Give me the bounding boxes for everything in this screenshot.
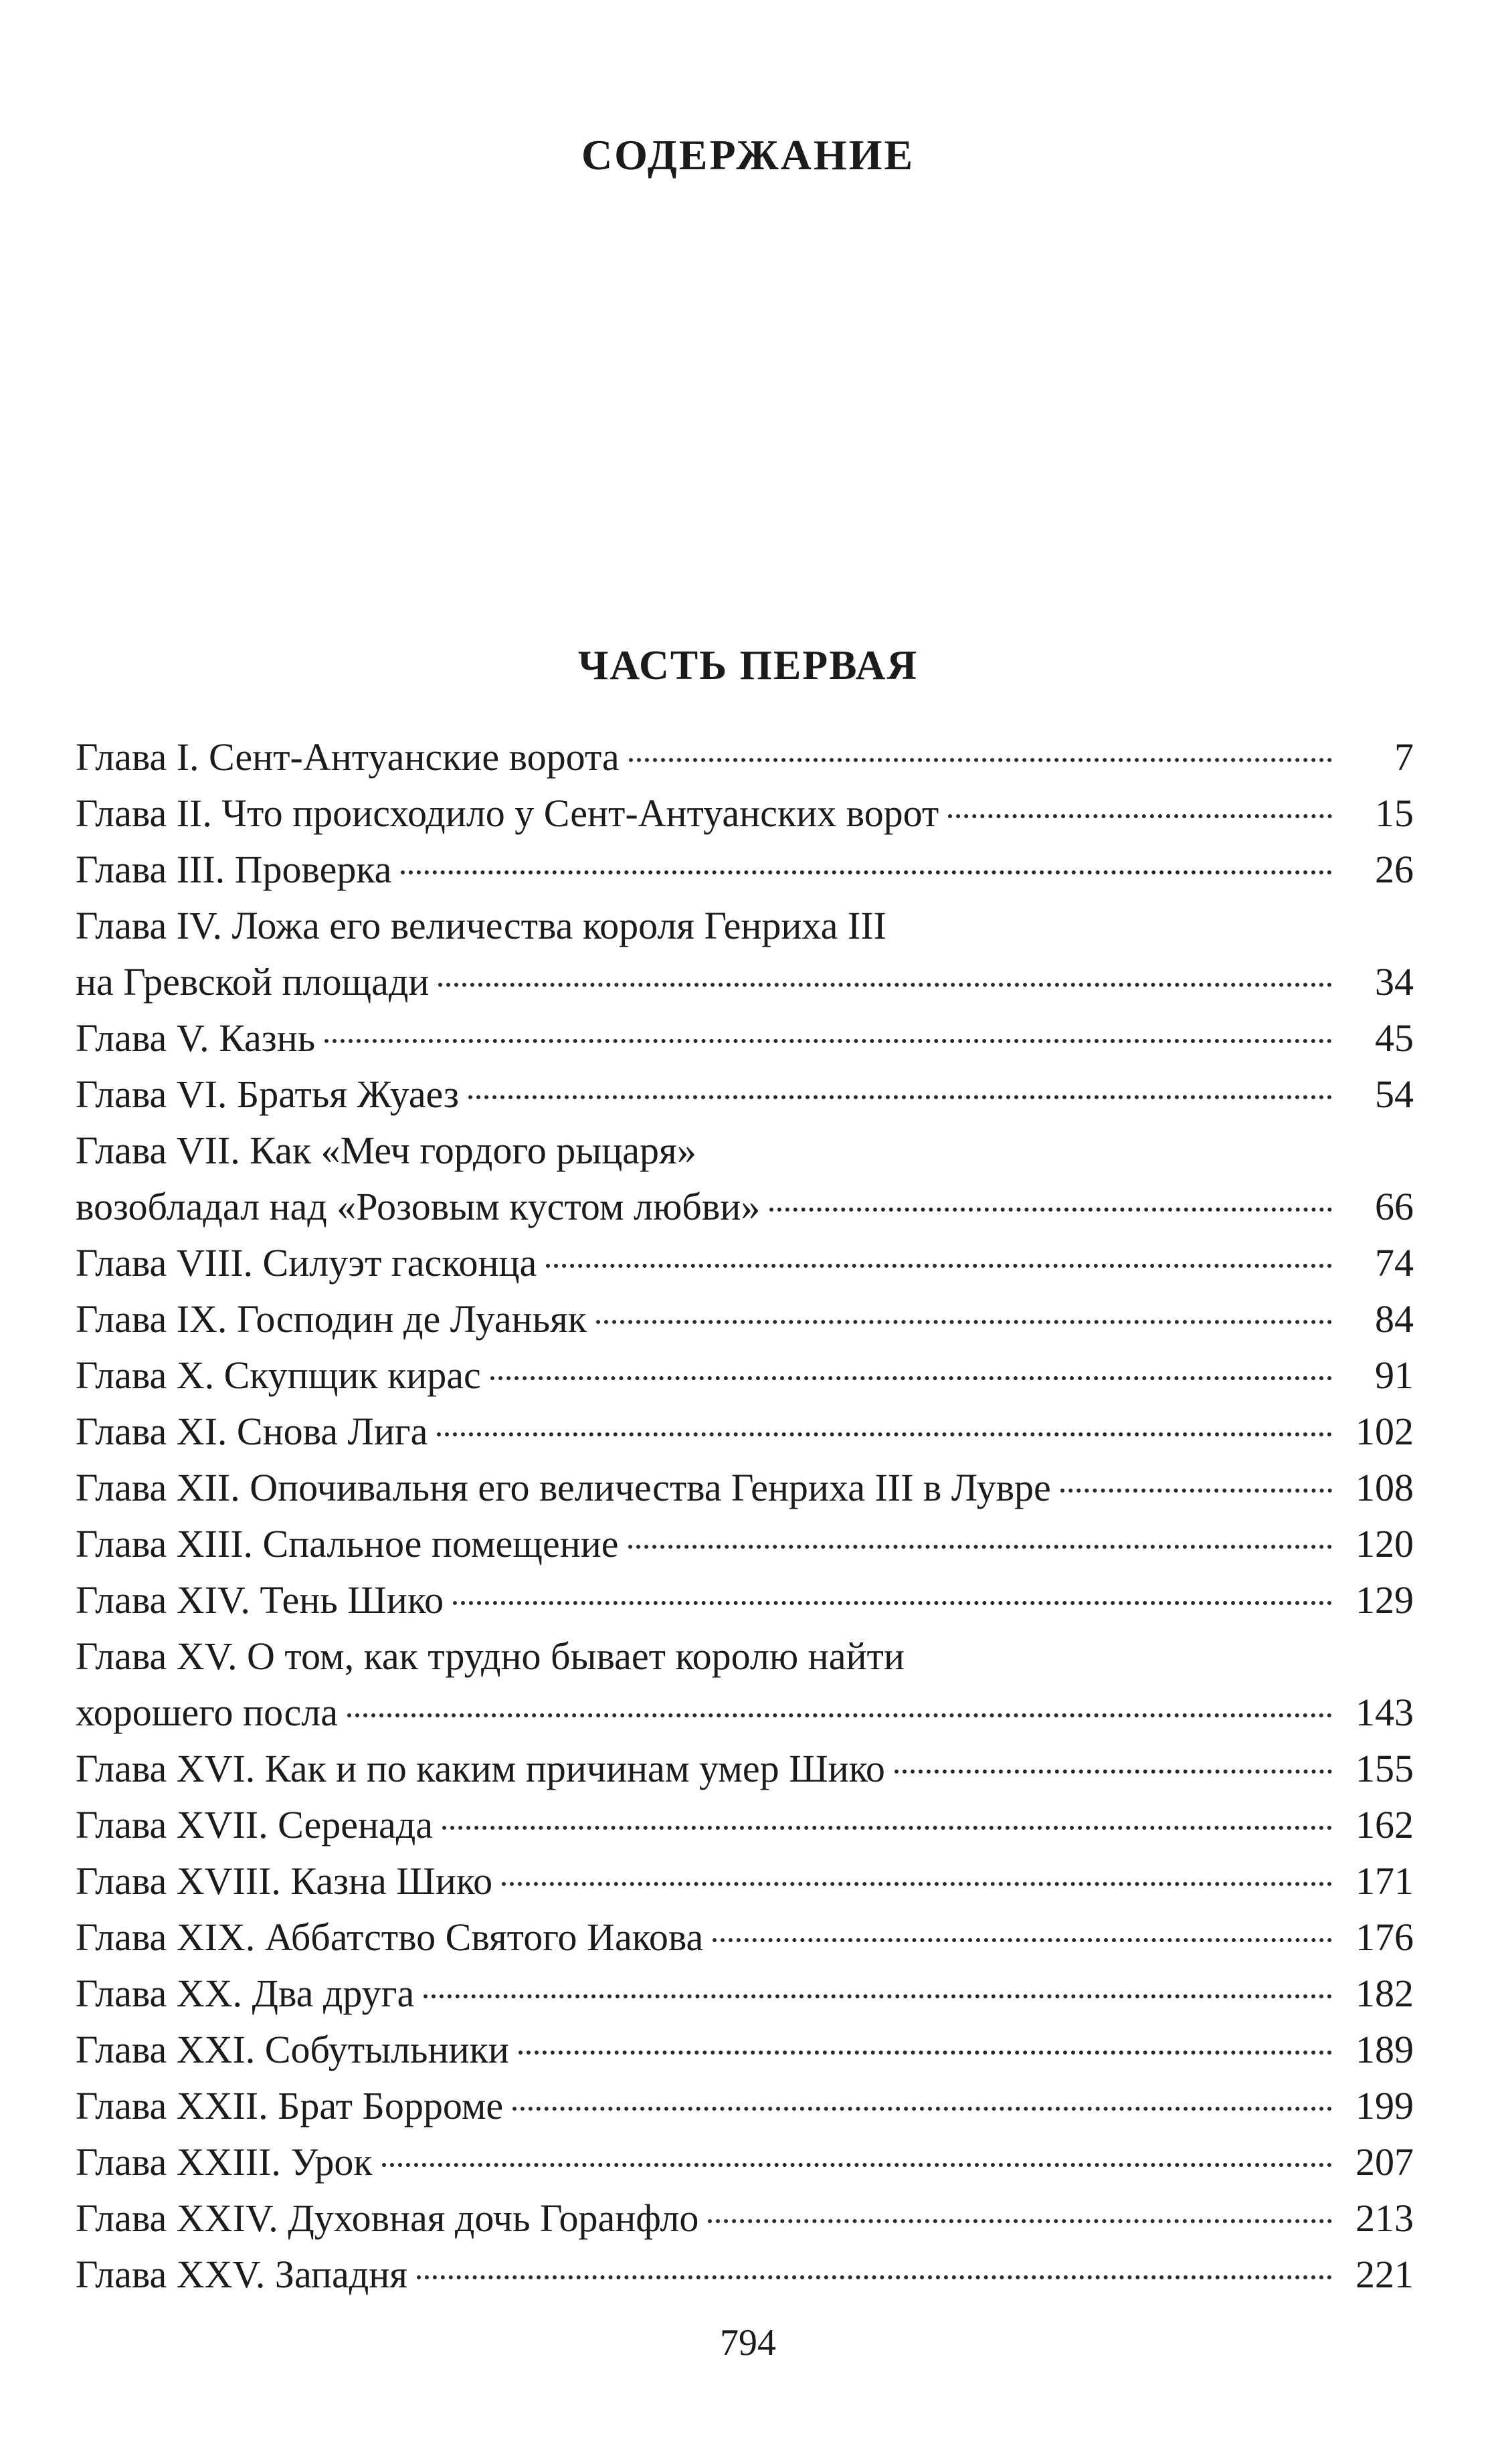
toc-entry — [76, 2078, 1414, 2134]
dot-leader — [347, 1713, 1332, 1717]
toc-entry-title: Глава II. Что происходило у Сент-Антуанских ворот — [76, 791, 939, 835]
toc-entry-page: 108 — [1355, 1466, 1414, 1509]
toc-entry — [76, 1010, 1414, 1066]
dot-leader — [324, 1039, 1332, 1043]
toc-entry-page: 162 — [1355, 1803, 1414, 1846]
dot-leader — [442, 1826, 1332, 1830]
toc-entry — [76, 2247, 1414, 2303]
dot-leader — [437, 1432, 1332, 1436]
toc-entry-title-continuation: на Гревской площади — [76, 960, 430, 1004]
toc-entry — [76, 1123, 1414, 1235]
toc-entry-page: 66 — [1375, 1185, 1414, 1228]
toc-entry-page: 213 — [1355, 2196, 1414, 2240]
toc-entry-page: 143 — [1355, 1691, 1414, 1734]
toc-entry-page: 7 — [1394, 735, 1414, 779]
toc-entry-page: 155 — [1355, 1747, 1414, 1790]
dot-leader — [401, 870, 1332, 874]
toc-entry — [76, 1572, 1414, 1628]
toc-entry-page: 15 — [1375, 791, 1414, 835]
dot-leader — [769, 1208, 1332, 1212]
toc-entry-title: Глава XVII. Серенада — [76, 1803, 434, 1846]
page-number: 794 — [720, 2322, 776, 2364]
toc-entry-title: Глава XIX. Аббатство Святого Иакова — [76, 1915, 704, 1959]
toc-entry-page: 84 — [1375, 1297, 1414, 1341]
dot-leader — [468, 1095, 1332, 1099]
toc-entry-title: Глава XXI. Собутыльники — [76, 2028, 509, 2071]
toc-entry-page: 171 — [1355, 1859, 1414, 1903]
table-of-contents — [76, 729, 1414, 2303]
dot-leader — [490, 1376, 1332, 1380]
toc-entry-page: 120 — [1355, 1522, 1414, 1566]
dot-leader — [453, 1601, 1332, 1605]
toc-entry-page: 91 — [1375, 1353, 1414, 1397]
toc-entry-title: Глава XIV. Тень Шико — [76, 1578, 444, 1622]
toc-entry-title-continuation: хорошего посла — [76, 1691, 338, 1734]
toc-entry-title: Глава XIII. Спальное помещение — [76, 1522, 619, 1566]
toc-entry-title: Глава IV. Ложа его величества короля Генриха III — [76, 904, 886, 947]
toc-entry-title: Глава XVI. Как и по каким причинам умер Шико — [76, 1747, 885, 1790]
toc-entry-title: Глава XVIII. Казна Шико — [76, 1859, 493, 1903]
dot-leader — [948, 814, 1332, 818]
toc-entry — [76, 1066, 1414, 1123]
part-heading: ЧАСТЬ ПЕРВАЯ — [577, 643, 919, 688]
dot-leader — [382, 2163, 1332, 2167]
dot-leader — [596, 1320, 1332, 1324]
dot-leader — [546, 1264, 1332, 1268]
toc-entry-page: 182 — [1355, 1972, 1414, 2015]
dot-leader — [519, 2051, 1332, 2055]
toc-entry — [76, 1404, 1414, 1460]
toc-entry-page: 176 — [1355, 1915, 1414, 1959]
toc-entry-title: Глава XX. Два друга — [76, 1972, 415, 2015]
toc-entry — [76, 1291, 1414, 1347]
toc-entry-title: Глава X. Скупщик кирас — [76, 1353, 481, 1397]
toc-entry-title: Глава XXII. Брат Борроме — [76, 2084, 504, 2127]
toc-entry-title: Глава IX. Господин де Луаньяк — [76, 1297, 587, 1341]
toc-entry-title: Глава XV. О том, как трудно бывает королю найти — [76, 1634, 905, 1678]
toc-entry-title: Глава V. Казнь — [76, 1016, 316, 1060]
page-title: СОДЕРЖАНИЕ — [581, 131, 915, 179]
toc-entry-title: Глава III. Проверка — [76, 848, 392, 891]
toc-entry-title: Глава VIII. Силуэт гасконца — [76, 1241, 537, 1285]
toc-entry-title: Глава XII. Опочивальня его величества Генриха III в Лувре — [76, 1466, 1051, 1509]
toc-entry — [76, 1460, 1414, 1516]
dot-leader — [1060, 1489, 1332, 1493]
toc-entry — [76, 1347, 1414, 1404]
toc-entry — [76, 729, 1414, 785]
toc-entry-title: Глава XXIV. Духовная дочь Горанфло — [76, 2196, 699, 2240]
toc-entry-title: Глава XXIII. Урок — [76, 2140, 373, 2184]
toc-entry-page: 54 — [1375, 1072, 1414, 1116]
dot-leader — [417, 2275, 1332, 2279]
toc-entry-page: 207 — [1355, 2140, 1414, 2184]
toc-entry-page: 74 — [1375, 1241, 1414, 1285]
toc-entry — [76, 1628, 1414, 1741]
toc-entry — [76, 1797, 1414, 1853]
toc-entry-title: Глава VI. Братья Жуаез — [76, 1072, 459, 1116]
toc-entry-page: 45 — [1375, 1016, 1414, 1060]
toc-entry-title: Глава VII. Как «Меч гордого рыцаря» — [76, 1129, 696, 1172]
dot-leader — [629, 758, 1332, 762]
toc-entry-page: 129 — [1355, 1578, 1414, 1622]
toc-entry — [76, 842, 1414, 898]
dot-leader — [708, 2219, 1332, 2223]
toc-entry-page: 26 — [1375, 848, 1414, 891]
toc-entry-page: 221 — [1355, 2253, 1414, 2296]
dot-leader — [628, 1545, 1332, 1549]
toc-entry — [76, 1966, 1414, 2022]
toc-entry-page: 199 — [1355, 2084, 1414, 2127]
dot-leader — [424, 1994, 1332, 1998]
dot-leader — [502, 1882, 1332, 1886]
dot-leader — [713, 1938, 1332, 1942]
toc-entry-title: Глава I. Сент-Антуанские ворота — [76, 735, 620, 779]
toc-entry-title-continuation: возобладал над «Розовым кустом любви» — [76, 1185, 761, 1228]
toc-entry-page: 189 — [1355, 2028, 1414, 2071]
toc-entry — [76, 785, 1414, 842]
toc-entry — [76, 2022, 1414, 2078]
toc-entry-page: 102 — [1355, 1410, 1414, 1453]
toc-entry-page: 34 — [1375, 960, 1414, 1004]
toc-entry — [76, 2190, 1414, 2247]
toc-entry — [76, 1235, 1414, 1291]
dot-leader — [512, 2107, 1332, 2111]
toc-entry — [76, 1853, 1414, 1909]
dot-leader — [438, 983, 1332, 987]
toc-entry — [76, 1909, 1414, 1966]
toc-entry — [76, 898, 1414, 1010]
toc-entry-title: Глава XXV. Западня — [76, 2253, 407, 2296]
toc-entry — [76, 2134, 1414, 2190]
toc-entry-title: Глава XI. Снова Лига — [76, 1410, 428, 1453]
toc-entry — [76, 1516, 1414, 1572]
dot-leader — [895, 1770, 1332, 1774]
toc-entry — [76, 1741, 1414, 1797]
